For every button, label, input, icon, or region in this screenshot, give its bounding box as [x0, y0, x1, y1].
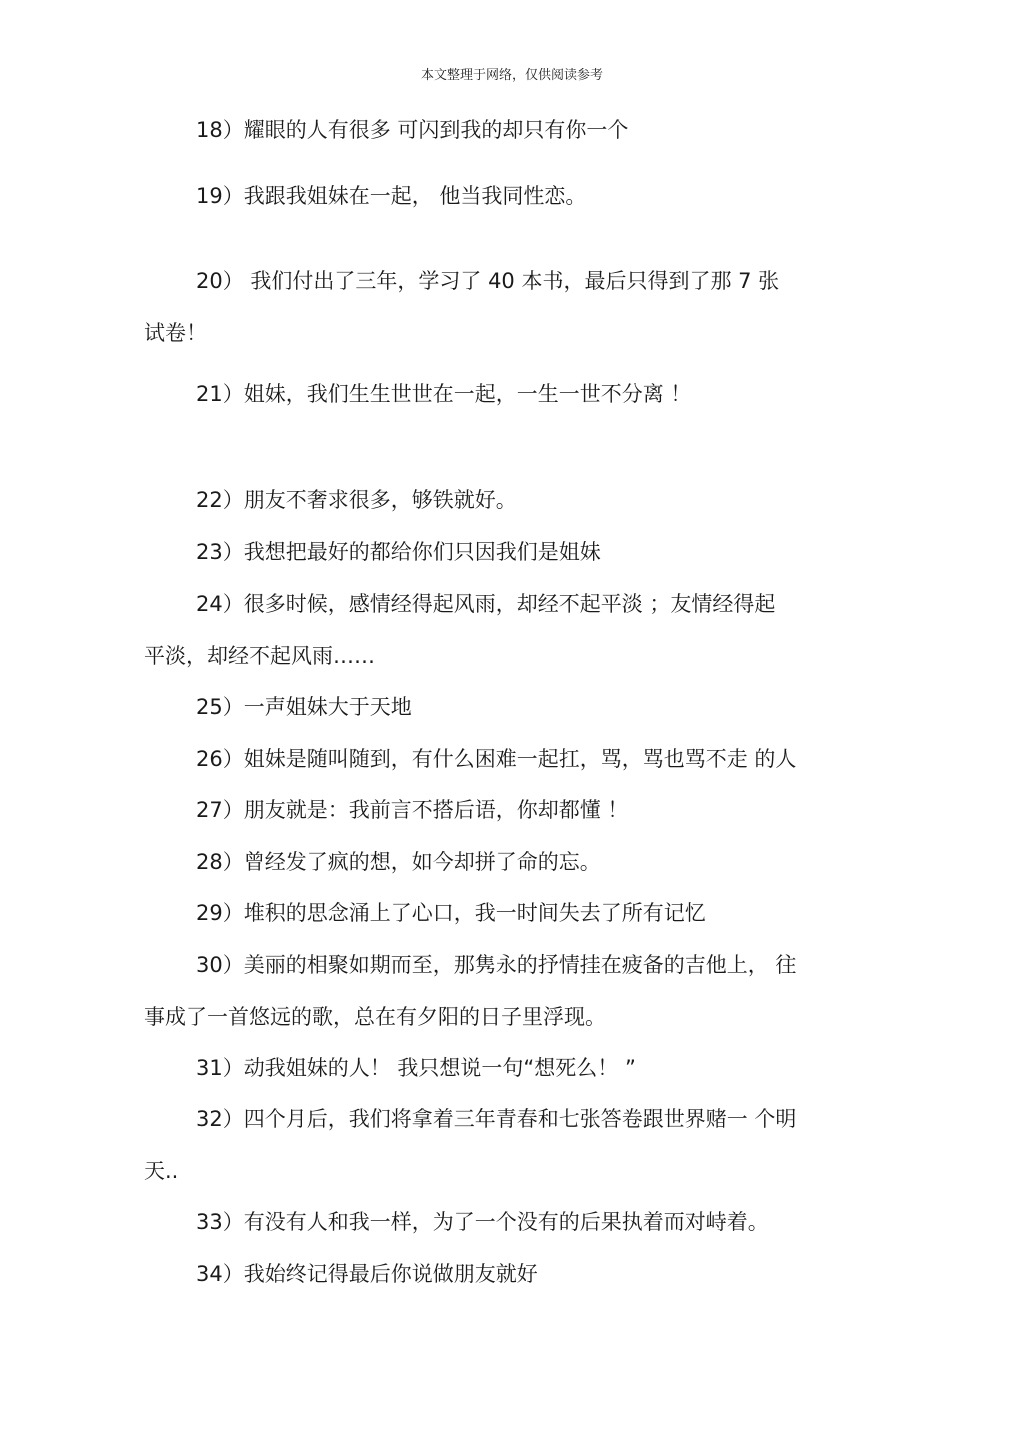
list-item [144, 733, 880, 785]
list-item [144, 170, 880, 222]
list-item [144, 526, 880, 578]
item-line: 26）姐妹是随叫随到，有什么困难一起扛，骂，骂也骂不走 的人 [196, 747, 797, 771]
item-line: 试卷！ [144, 321, 207, 345]
list-item [144, 1248, 880, 1300]
item-line: 20） 我们付出了三年，学习了 40 本书，最后只得到了那 7 张 [196, 269, 780, 293]
list-item [144, 836, 880, 888]
item-line: 34）我始终记得最后你说做朋友就好 [196, 1262, 538, 1286]
list-item [144, 255, 880, 359]
item-line: 22）朋友不奢求很多，够铁就好。 [196, 488, 517, 512]
item-line: 33）有没有人和我一样，为了一个没有的后果执着而对峙着。 [196, 1210, 769, 1234]
list-item [144, 939, 880, 1043]
item-line: 29）堆积的思念涌上了心口，我一时间失去了所有记忆 [196, 901, 706, 925]
list-item [144, 784, 880, 836]
item-line: 23）我想把最好的都给你们只因我们是姐妹 [196, 540, 601, 564]
item-line: 21）姐妹，我们生生世世在一起，一生一世不分离 ！ [196, 382, 692, 406]
list-item [144, 474, 880, 526]
item-line: 天.. [144, 1159, 179, 1183]
list-item [144, 681, 880, 733]
item-line: 32）四个月后，我们将拿着三年青春和七张答卷跟世界赌一 个明 [196, 1107, 797, 1131]
item-line: 31）动我姐妹的人！ 我只想说一句“想死么！ ” [196, 1056, 636, 1080]
list-item [144, 1196, 880, 1248]
item-line: 19）我跟我姐妹在一起， 他当我同性恋。 [196, 184, 587, 208]
list-item [144, 1042, 880, 1094]
item-line: 27）朋友就是：我前言不搭后语，你却都懂 ！ [196, 798, 629, 822]
item-line: 事成了一首悠远的歌，总在有夕阳的日子里浮现。 [144, 1005, 606, 1029]
item-line: 25）一声姐妹大于天地 [196, 695, 412, 719]
item-line: 30）美丽的相聚如期而至，那隽永的抒情挂在疲备的吉他上， 往 [196, 953, 797, 977]
list-item [144, 887, 880, 939]
list-item [144, 368, 880, 420]
list-item [144, 578, 880, 682]
page-header: 本文整理于网络，仅供阅读参考 [420, 68, 603, 83]
list-item [144, 104, 880, 156]
list-item [144, 1093, 880, 1197]
item-line: 28）曾经发了疯的想，如今却拼了命的忘。 [196, 850, 601, 874]
item-line: 24）很多时候，感情经得起风雨，却经不起平淡 ；友情经得起 [196, 592, 776, 616]
item-line: 平淡，却经不起风雨…… [144, 644, 375, 668]
item-line: 18）耀眼的人有很多 可闪到我的却只有你一个 [196, 118, 629, 142]
